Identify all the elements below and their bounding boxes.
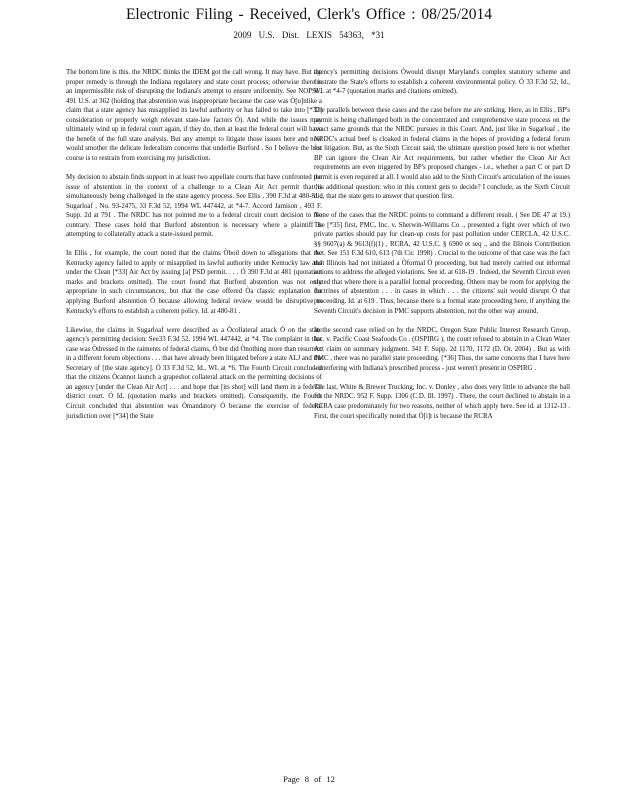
page-number: Page 8 of 12 — [283, 774, 335, 784]
filing-stamp-header: Electronic Filing - Received, Clerk's Office : 08/25/2014 — [125, 6, 493, 23]
paragraph: Likewise, the claims in Sugarloaf were described as a Òcollateral attack Ó on the state agency's permitting decision. See33 F.3d 52, 1994 WL 447442, at *4. The complaint in that case was Òdressed in the raiments of federal claims, Ó but did Ònothing more than resurrect in a different forum objections . . . that have already been litigated before a state ALJ and the Secretary of [the state agency]. Ó 33 F.3d 52, Id., WL at *6. The Fourth Circuit concluded that the citizens Òcannot launch a grapeshot collateral attack on the permitting decisions of an agency [under the Clean Air Act] . . . and hope that [its shot] will land them in a federal district court. Ó Id. (quotation marks and brackets omitted). Consequently, the Fourth Circuit concluded that abstention was Òmandatory Ó because the exercise of federal jurisdiction over [*34] the State — [66, 326, 322, 420]
right-text-column — [314, 68, 570, 431]
paragraph: My decision to abstain finds support in at least two appellate courts that have confronted the issue of abstention in the context of a challenge to a Clean Air Act permit that is simultaneously being challenged in the state agency process. See Ellis , 390 F.3d at 480-81 ; Sugarloaf , No. 93-2475, 33 F.3d 52, 1994 WL 447442, at *4-7. Accord Jamison , 493 F. Supp. 2d at 791 . The NRDC has not pointed me to a federal circuit court decision to the contrary. These cases hold that Burford abstention is necessary where a plaintiff is attempting to collaterally attack a state-issued permit. — [66, 173, 322, 239]
paragraph: agency's permitting decisions Òwould disrupt Maryland's complex statutory scheme and frustrate the State's efforts to establish a coherent environmental policy. Ó 33 F.3d 52, Id., WL at *4-7 (quotation marks and citations omitted). — [314, 69, 570, 96]
left-text-column — [66, 68, 322, 431]
case-citation: 2009 U.S. Dist. LEXIS 54363, *31 — [233, 30, 385, 40]
paragraph: In Ellis , for example, the court noted that the claims Òboil down to allegations that the Kentucky agency failed to apply or misapplied its lawful authority under Kentucky law and under the Clean [*33] Air Act by issuing [a] PSD permit. . . . Ó 390 F.3d at 481 (quotation marks and brackets omitted). The court found that Burford abstention was not only appropriate in such circumstances, but that the case offered Òa classic explanation for applying Burford abstention Ó because allowing federal review would be disruptive to Kentucky's efforts to establish a coherent policy. Id. at 480-81 . — [66, 250, 322, 315]
paragraph: The last, White & Brewer Trucking, Inc. v. Donley , also does very little to advance the ball for the NRDC. 952 F. Supp. 1306 (C.D. Ill. 1997) . There, the court declined to abstain in a RCRA case predominately for two reasons, neither of which apply here. See id. at 1312-13 . First, the court specifically noted that Ò[i]t is because the RCRA — [314, 383, 570, 420]
paragraph: None of the cases that the NRDC points to command a different result. ( See DE 47 at 19.) The [*35] first, PMC, Inc. v. Sherwin-Williams Co ., presented a fight over which of two private parties should pay for clean-up costs for past pollution under CERCLA, 42 U.S.C. §§ 9607(a) & 9613(f)(1) , RCRA, 42 U.S.C. § 6900 et seq ., and the Illinois Contribution Act. See 151 F.3d 610, 613 (7th Cir. 1998) . Crucial to the outcome of that case was the fact that Illinois had not initiated a Òformal Ó proceeding, but had merely carried out informal actions to address the alleged violations. See id. at 618-19 . Indeed, the Seventh Circuit even stated that where there is a parallel formal proceeding, Òthere may be room for applying the doctrines of abstention . . . in cases in which . . . the citizens' suit would disrupt Ó that proceeding. Id. at 619 . Thus, because there is a formal state proceeding here, if anything the Seventh Circuit's decision in PMC supports abstention, not the other way around. — [314, 212, 570, 315]
paragraph: In the second case relied on by the NRDC, Oregon State Public Interest Research Group, Inc. v. Pacific Coast Seafoods Co . (OSPIRG ), the court refused to abstain in a Clean Water Act claim on summary judgment. 341 F. Supp. 2d 1170, 1172 (D. Or. 2004) . But as with PMC , there was no parallel state proceeding. [*36] Thus, the same concerns that I have here - interfering with Indiana's prescribed process - just weren't present in OSPIRG . — [314, 326, 570, 372]
paragraph: The bottom line is this. the NRDC thinks the IDEM got the call wrong. It may have. But the proper remedy is through the Indiana regulatory and state court process; otherwise there is an impermissible risk of disrupting the Indiana's attempt to ensure uniformity. See NOPSI , 491 U.S. at 362 (holding that abstention was inappropriate because the case was Ò[u]nlike a claim that a state agency has misapplied its lawful authority or has failed to take into [*32] consideration or properly weigh relevant state-law factors Ó). And while the issues may ultimately wind up in federal court again, if they do, then at least the federal court will have the benefit of the full state analysis. But any attempt to litigate those issues here and now would smother the delicate federalism concerns that underlie Burford . So I believe the best course is to restrain from exercising my jurisdiction. — [66, 69, 322, 162]
paragraph: The parallels between these cases and the case before me are striking. Here, as in Ellis , BP's permit is being challenged both in the concentrated and comprehensive state process on the exact same grounds that the NRDC pursues in this Court. And, just like in Sugarloaf , the NRDC's actual beef is cloaked in federal claims in the hopes of providing a federal forum for litigation. But, as the Sixth Circuit said, the ultimate question posed here is not whether BP can ignore the Clean Air Act requirements, but rather whether the Clean Air Act requirements are even triggered by BP's proposed changes - i.e., whether a part C or part D permit is even required at all. I would also add to the Sixth Circuit's articulation of the issues this additional question: who in this context gets to decide? I conclude, as the Sixth Circuit did, that the state gets to answer that question first. — [314, 107, 570, 201]
